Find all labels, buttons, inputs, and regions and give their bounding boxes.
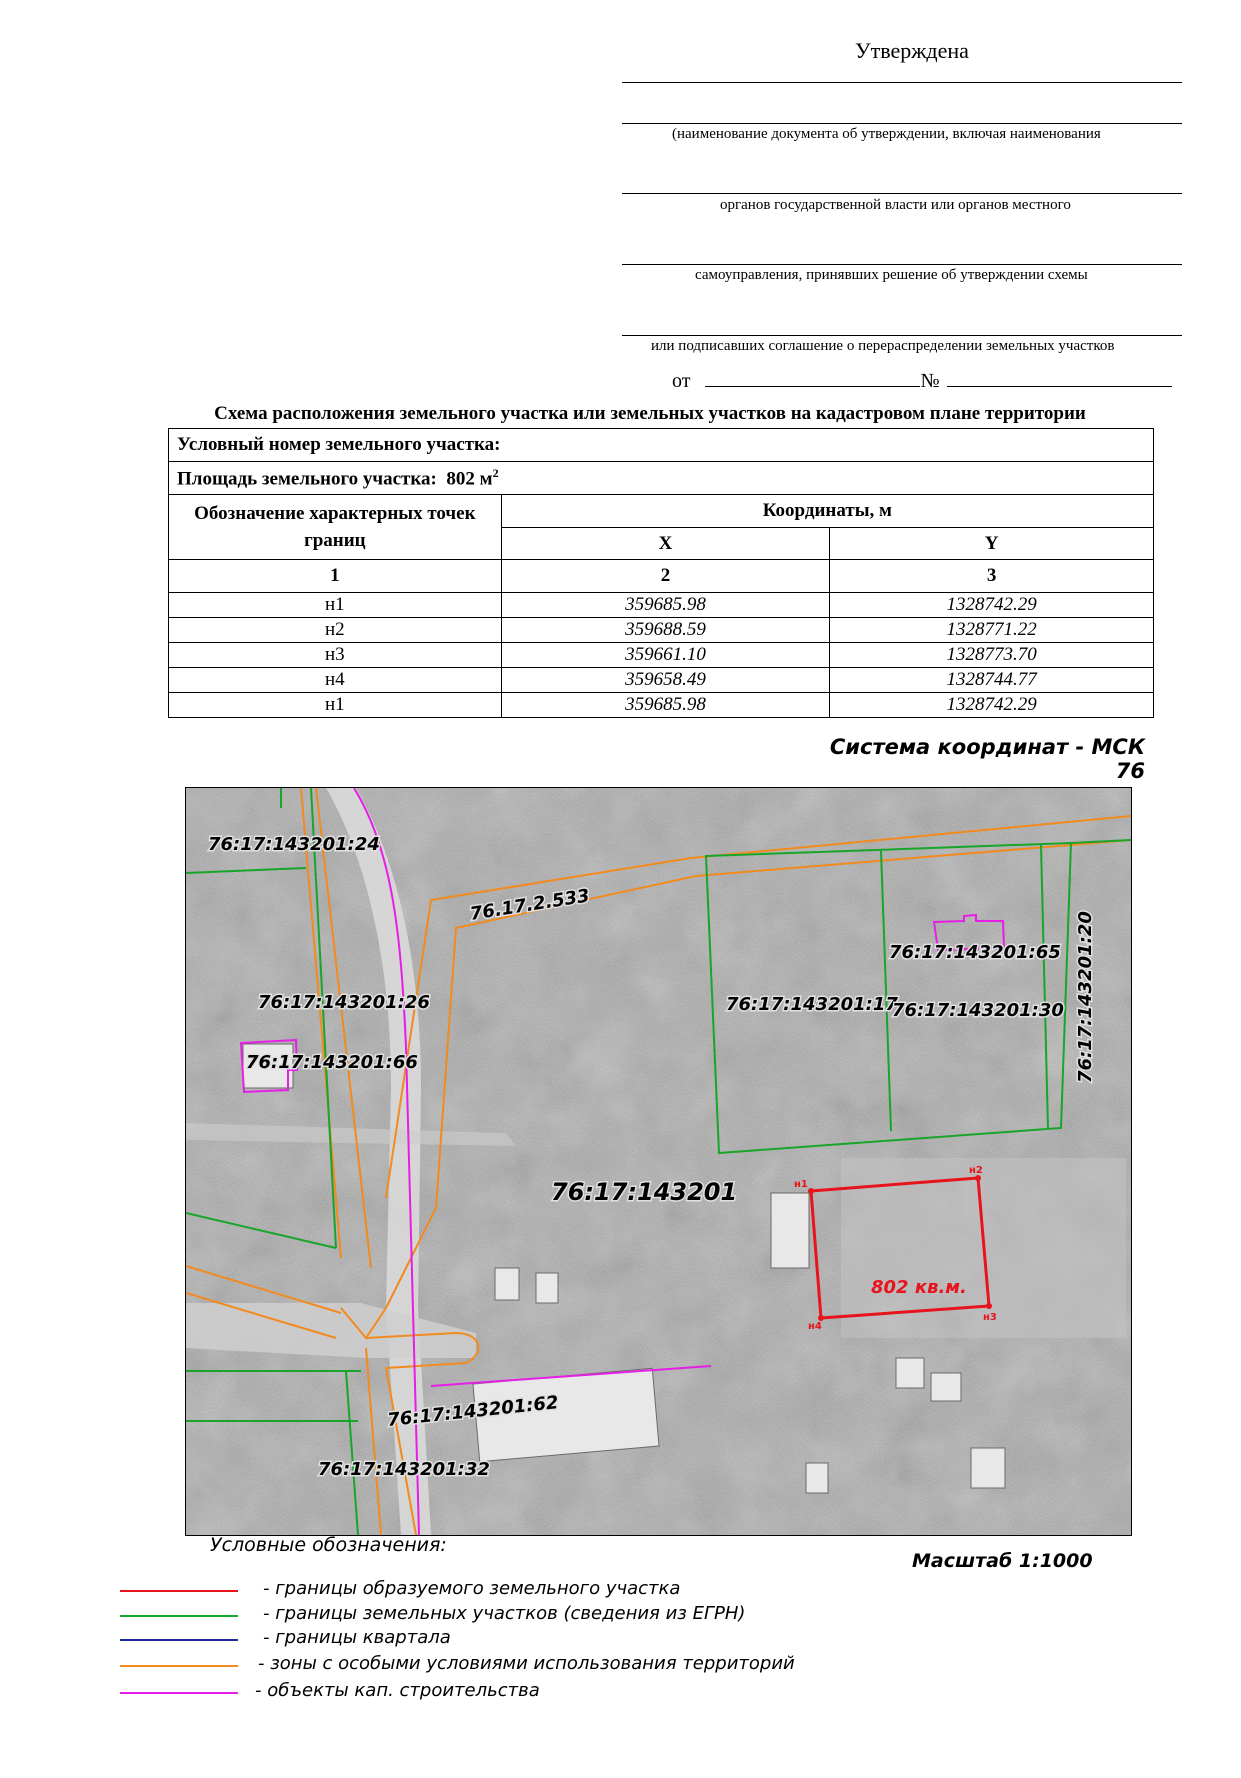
- label-parcel-66: 76:17:143201:66: [246, 1052, 418, 1073]
- map-svg: [186, 788, 1131, 1535]
- area-unit-sup: 2: [492, 465, 499, 480]
- approval-title: Утверждена: [855, 38, 969, 63]
- col-num-2: 2: [501, 560, 830, 593]
- approval-line-2: [622, 123, 1182, 124]
- label-n4: н4: [808, 1321, 822, 1332]
- number-label: №: [920, 370, 940, 392]
- legend-item-quarter: [110, 1627, 910, 1651]
- point-cell: н1: [169, 593, 502, 618]
- conditional-number-label: Условный номер земельного участка:: [177, 434, 501, 455]
- point-cell: н1: [169, 693, 502, 718]
- y-header: Y: [830, 528, 1154, 560]
- y-cell: 1328742.29: [830, 693, 1154, 718]
- table-row: [169, 643, 1154, 668]
- label-parcel-62: 76:17:143201:62: [386, 1392, 560, 1431]
- area-label: Площадь земельного участка:: [177, 468, 437, 490]
- legend-item-egrn: [110, 1603, 910, 1627]
- cadastral-map: [185, 787, 1132, 1536]
- y-cell: 1328742.29: [830, 593, 1154, 618]
- label-parcel-65: 76:17:143201:65: [889, 942, 1061, 963]
- x-cell: 359658.49: [501, 668, 830, 693]
- building: [806, 1463, 828, 1493]
- legend-swatch-blue: [120, 1639, 238, 1641]
- legend-title: Условные обозначения:: [210, 1534, 447, 1556]
- conditional-number-cell: [169, 429, 1154, 462]
- x-header: X: [501, 528, 830, 560]
- schema-title: Схема расположения земельного участка или земельных участков на кадастровом плане территории: [214, 403, 1086, 424]
- table-row: [169, 618, 1154, 643]
- coords-header: Координаты, м: [501, 495, 1153, 528]
- approval-caption-1: (наименование документа об утверждении, включая наименования: [672, 126, 1101, 142]
- area-cell: [169, 462, 1154, 495]
- legend-swatch-orange: [120, 1665, 238, 1667]
- col-num-1: 1: [169, 560, 502, 593]
- approval-line-1: [622, 82, 1182, 83]
- coordinate-system-label: Система координат - МСК 76: [829, 735, 1145, 783]
- x-cell: 359688.59: [501, 618, 830, 643]
- number-blank: [947, 368, 1172, 387]
- y-cell: 1328773.70: [830, 643, 1154, 668]
- legend-item-zones: [110, 1653, 910, 1677]
- approval-caption-3: самоуправления, принявших решение об утверждении схемы: [695, 267, 1088, 283]
- x-cell: 359661.10: [501, 643, 830, 668]
- point-cell: н3: [169, 643, 502, 668]
- approval-line-4: [622, 264, 1182, 265]
- building: [536, 1273, 558, 1303]
- legend-item-buildings: [110, 1680, 910, 1704]
- area-value: 802 м: [446, 468, 493, 490]
- legend-text: - границы земельных участков (сведения из ЕГРН): [263, 1603, 746, 1624]
- approval-date-number: [672, 368, 1172, 393]
- label-parcel-24: 76:17:143201:24: [208, 834, 380, 855]
- point-cell: н4: [169, 668, 502, 693]
- label-parcel-32: 76:17:143201:32: [318, 1459, 490, 1480]
- legend-text: - границы квартала: [263, 1627, 451, 1648]
- building: [771, 1193, 809, 1268]
- label-parcel-20: 76:17:143201:20: [1075, 911, 1096, 1083]
- label-n3: н3: [983, 1312, 997, 1323]
- vertex-n1: [808, 1188, 814, 1194]
- label-parcel-30: 76:17:143201:30: [892, 1000, 1064, 1021]
- coordinates-table: [168, 428, 1154, 718]
- label-n2: н2: [969, 1165, 983, 1176]
- x-cell: 359685.98: [501, 593, 830, 618]
- label-zone-533: 76.17.2.533: [468, 885, 592, 925]
- col-num-3: 3: [830, 560, 1154, 593]
- building: [931, 1373, 961, 1401]
- table-row: [169, 593, 1154, 618]
- legend-swatch-magenta: [120, 1692, 238, 1694]
- table-row: [169, 693, 1154, 718]
- legend-swatch-green: [120, 1615, 238, 1617]
- points-header: Обозначение характерных точек границ: [169, 495, 502, 560]
- table-row: [169, 668, 1154, 693]
- from-label: от: [672, 370, 691, 392]
- x-cell: 359685.98: [501, 693, 830, 718]
- building: [495, 1268, 519, 1300]
- legend-swatch-red: [120, 1590, 238, 1592]
- point-cell: н2: [169, 618, 502, 643]
- vertex-n3: [986, 1303, 992, 1309]
- label-quarter: 76:17:143201: [551, 1178, 738, 1206]
- parcel-area-label: 802 кв.м.: [871, 1277, 967, 1298]
- legend-text: - зоны с особыми условиями использования территорий: [258, 1653, 795, 1674]
- legend-item-new-parcel: [110, 1578, 910, 1602]
- legend-text: - объекты кап. строительства: [255, 1680, 540, 1701]
- approval-caption-4: или подписавших соглашение о перераспределении земельных участков: [651, 338, 1115, 354]
- label-parcel-17: 76:17:143201:17: [726, 994, 898, 1015]
- legend-text: - границы образуемого земельного участка: [263, 1578, 681, 1599]
- y-cell: 1328771.22: [830, 618, 1154, 643]
- date-blank: [705, 368, 920, 387]
- approval-line-5: [622, 335, 1182, 336]
- building: [971, 1448, 1005, 1488]
- y-cell: 1328744.77: [830, 668, 1154, 693]
- label-parcel-26: 76:17:143201:26: [258, 992, 430, 1013]
- building: [896, 1358, 924, 1388]
- scale-label: Масштаб 1:1000: [912, 1550, 1093, 1572]
- label-n1: н1: [794, 1179, 808, 1190]
- approval-line-3: [622, 193, 1182, 194]
- approval-caption-2: органов государственной власти или органов местного: [720, 197, 1071, 213]
